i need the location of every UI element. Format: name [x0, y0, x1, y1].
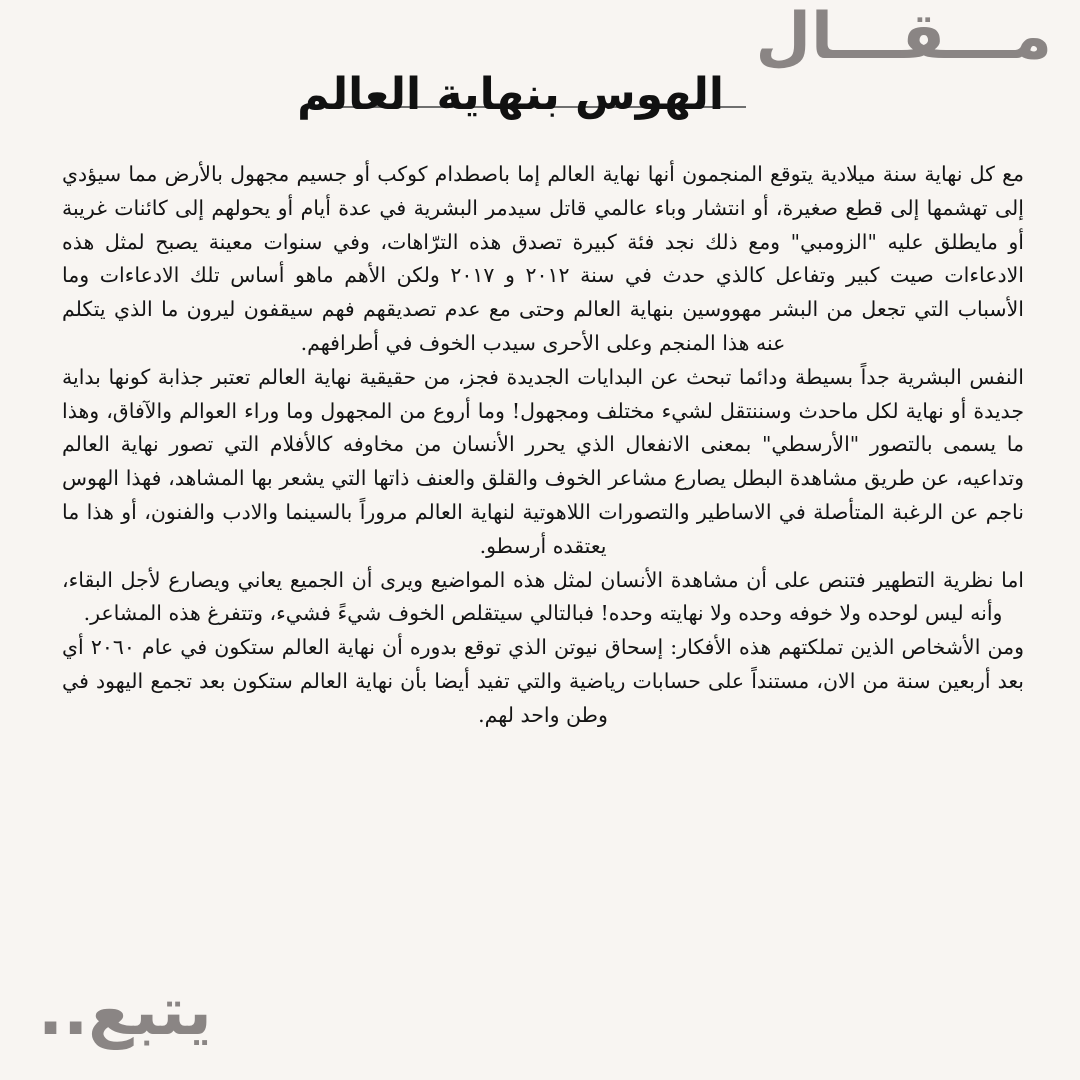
paragraph-3: اما نظرية التطهير فتنص على أن مشاهدة الأنسان لمثل هذه المواضيع ويرى أن الجميع يعاني ويصارع لأجل البقاء، وأنه ليس لوحده ولا خوفه وحده ولا نهايته وحده! فبالتالي سيتقلص الخوف شيءً فشيء، وتتفرغ هذه المشاعر.	[62, 567, 1024, 626]
article-body	[62, 158, 1024, 733]
section-label: مـــقـــال	[755, 0, 1052, 74]
paragraph-1: مع كل نهاية سنة ميلادية يتوقع المنجمون أنها نهاية العالم إما باصطدام كوكب أو جسيم مجهول بالأرض مما سيؤدي إلى تهشمها إلى قطع صغيرة، أو انتشار وباء عالمي قاتل سيدمر البشرية في عدة أيام أو يحولهم إلى كائنات غريبة أو مايطلق عليه "الزومبي" ومع ذلك نجد فئة كبيرة تصدق هذه الترّاهات، وفي سنوات معينة يصبح لمثل هذه الادعاءات صيت كبير وتفاعل كالذي حدث في سنة ٢٠١٢ و ٢٠١٧ ولكن الأهم ماهو أساس تلك الادعاءات وما الأسباب التي تجعل من البشر مهووسين بنهاية العالم وحتى مع عدم تصديقهم فهم سيقفون ليرون ما الذي يتكلم عنه هذا المنجم وعلى الأحرى سيدب الخوف في أطرافهم.	[62, 162, 1024, 355]
continued-label: يتبع..	[38, 973, 212, 1050]
title-block	[297, 66, 746, 136]
paragraph-2: النفس البشرية جداً بسيطة ودائما تبحث عن البدايات الجديدة فجز، من حقيقية نهاية العالم تعتبر جذابة كونها بداية جديدة أو نهاية لكل ماحدث وسننتقل لشيء مختلف ومجهول! وما أروع من المجهول وما وراء العوالم والآفاق، وهذا ما يسمى بالتصور "الأرسطي" بمعنى الانفعال الذي يحرر الأنسان من مخاوفه كالأفلام التي تصور نهاية العالم وتداعيه، عن طريق مشاهدة البطل يصارع مشاعر الخوف والقلق والعنف ذاتها التي يشعر بها المشاهد، فهذا الهوس ناجم عن الرغبة المتأصلة في الاساطير والتصورات اللاهوتية لنهاية العالم مروراً بالسينما والادب والفنون، أو هذا ما يعتقده أرسطو.	[62, 364, 1024, 558]
article-title: الهوس بنهاية العالم	[297, 69, 724, 120]
paragraph-4: ومن الأشخاص الذين تملكتهم هذه الأفكار: إسحاق نيوتن الذي توقع بدوره أن نهاية العالم ستكون في عام ٢٠٦٠ أي بعد أربعين سنة من الان، مستنداً على حسابات رياضية والتي تفيد أيضا بأن نهاية العالم ستكون بعد تجمع اليهود في وطن واحد لهم.	[62, 635, 1024, 727]
